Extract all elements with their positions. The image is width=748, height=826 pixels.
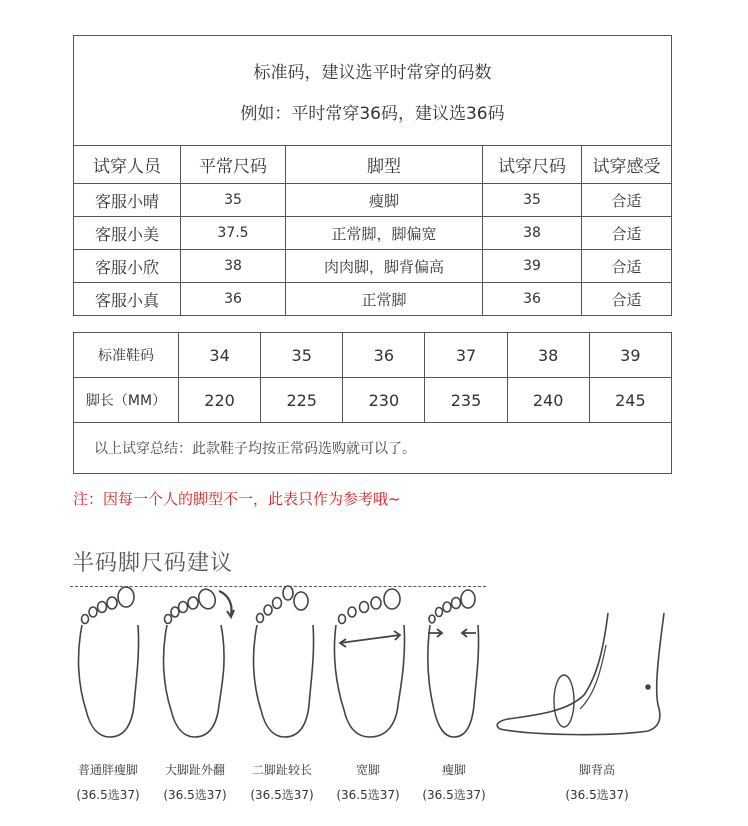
- foot-type: 肉肉脚，脚背偏高: [286, 250, 483, 283]
- size-chart-table: [73, 332, 672, 474]
- foot-size: (36.5选37): [163, 788, 227, 802]
- foot-size: (36.5选37): [250, 788, 314, 802]
- table-row: [74, 333, 672, 378]
- fit-table-header-line2: 例如：平时常穿36码，建议选36码: [240, 103, 505, 124]
- foot-size: (36.5选37): [336, 788, 400, 802]
- column-header: 平常尺码: [181, 146, 286, 184]
- foot-label: 瘦脚: [441, 763, 466, 777]
- fit-feel: 合适: [582, 283, 672, 316]
- tried-size: 39: [483, 250, 582, 283]
- column-header: 试穿人员: [74, 146, 181, 184]
- fit-feel: 合适: [582, 184, 672, 217]
- usual-size: 35: [181, 184, 286, 217]
- foot-label: 二脚趾较长: [251, 763, 312, 777]
- tester-name: 客服小欣: [74, 250, 181, 283]
- size-cell: 35: [261, 333, 343, 378]
- length-cell: 240: [507, 378, 589, 423]
- fit-table-column-headers: [74, 146, 672, 184]
- fit-feel: 合适: [582, 217, 672, 250]
- usual-size: 38: [181, 250, 286, 283]
- wide-foot-icon: [330, 585, 410, 745]
- table-row: [74, 423, 672, 474]
- table-row: [74, 184, 672, 217]
- section-title: 半码脚尺码建议: [72, 551, 234, 576]
- length-cell: 245: [589, 378, 671, 423]
- size-cell: 39: [589, 333, 671, 378]
- foot-size: (36.5选37): [76, 788, 140, 802]
- normal-foot-icon: [70, 585, 150, 745]
- size-cell: 34: [179, 333, 261, 378]
- tried-size: 38: [483, 217, 582, 250]
- foot-label: 普通胖瘦脚: [77, 763, 138, 777]
- column-header: 脚型: [286, 146, 483, 184]
- usual-size: 37.5: [181, 217, 286, 250]
- tried-size: 35: [483, 184, 582, 217]
- foot-type: 瘦脚: [286, 184, 483, 217]
- high-instep-foot-icon: [488, 585, 673, 745]
- size-cell: 38: [507, 333, 589, 378]
- size-cell: 37: [425, 333, 507, 378]
- fit-table-header-line1: 标准码，建议选平时常穿的码数: [253, 62, 492, 83]
- disclaimer-note: 注：因每一个人的脚型不一，此表只作为参考哦~: [73, 490, 401, 508]
- table-row: [74, 283, 672, 316]
- long-second-toe-foot-icon: [245, 585, 325, 745]
- tester-name: 客服小晴: [74, 184, 181, 217]
- fit-summary: 以上试穿总结：此款鞋子均按正常码选购就可以了。: [74, 423, 672, 474]
- foot-type: 正常脚: [286, 283, 483, 316]
- length-label: 脚长（MM）: [74, 378, 179, 423]
- size-cell: 36: [343, 333, 425, 378]
- length-cell: 225: [261, 378, 343, 423]
- column-header: 试穿尺码: [483, 146, 582, 184]
- foot-label: 大脚趾外翻: [164, 763, 225, 777]
- foot-size: (36.5选37): [565, 788, 629, 802]
- tried-size: 36: [483, 283, 582, 316]
- foot-label: 宽脚: [355, 763, 380, 777]
- tester-name: 客服小美: [74, 217, 181, 250]
- usual-size: 36: [181, 283, 286, 316]
- foot-size: (36.5选37): [422, 788, 486, 802]
- fit-feel: 合适: [582, 250, 672, 283]
- table-row: [74, 217, 672, 250]
- fit-table-header: [74, 36, 672, 146]
- length-cell: 220: [179, 378, 261, 423]
- length-cell: 235: [425, 378, 507, 423]
- table-row: [74, 250, 672, 283]
- size-label: 标准鞋码: [74, 333, 179, 378]
- tester-name: 客服小真: [74, 283, 181, 316]
- bunion-foot-icon: [155, 585, 240, 745]
- foot-label: 脚背高: [578, 763, 615, 777]
- foot-type: 正常脚，脚偏宽: [286, 217, 483, 250]
- column-header: 试穿感受: [582, 146, 672, 184]
- fit-table: [73, 35, 672, 316]
- length-cell: 230: [343, 378, 425, 423]
- table-row: [74, 378, 672, 423]
- narrow-foot-icon: [420, 585, 490, 745]
